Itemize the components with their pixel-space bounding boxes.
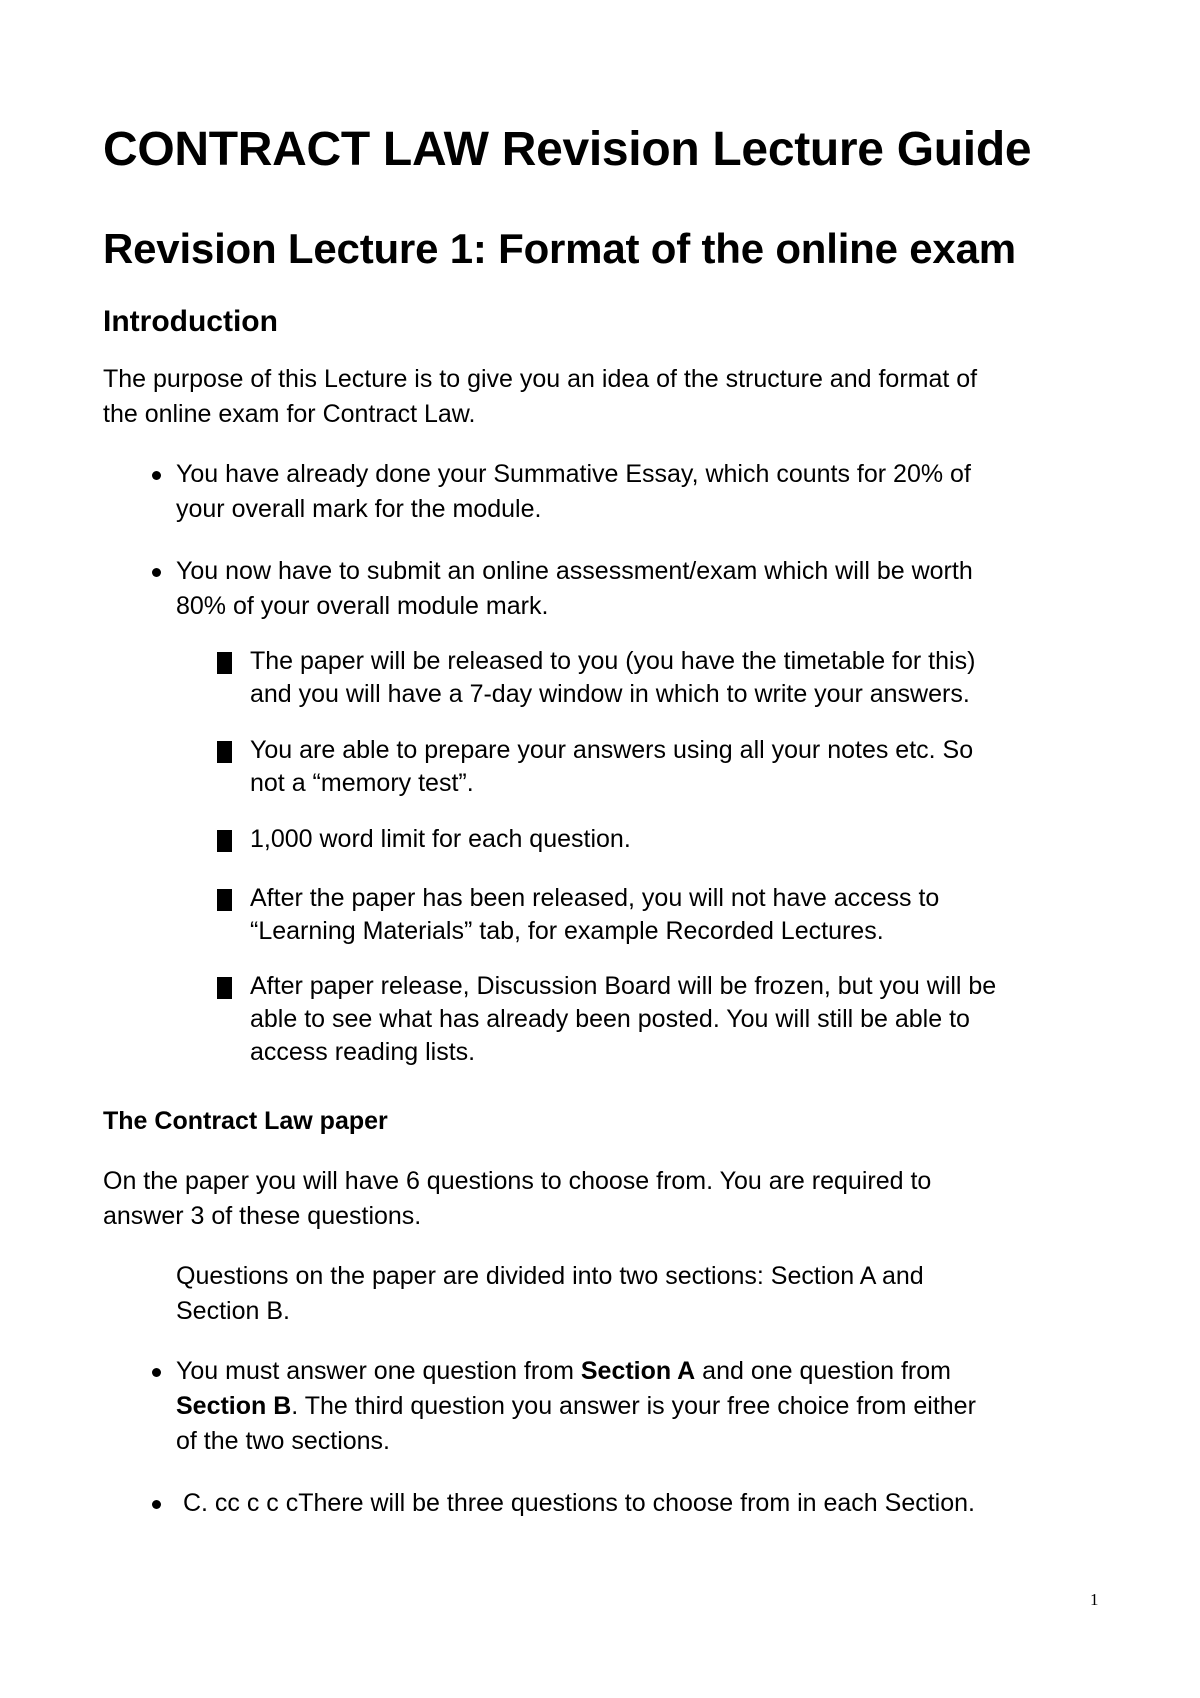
bullet-text-line: of the two sections. xyxy=(176,1427,391,1455)
subbullet-text-line: After paper release, Discussion Board will be frozen, but you will be xyxy=(250,972,997,1000)
subbullet-text-line: The paper will be released to you (you have the timetable for this) xyxy=(250,647,976,675)
bullet-text: . The third question you answer is your free choice from either xyxy=(291,1392,976,1420)
intro-paragraph-line: The purpose of this Lecture is to give you an idea of the structure and format of xyxy=(103,365,978,393)
bullet-text-line xyxy=(176,1389,976,1424)
square-bullet xyxy=(217,652,232,674)
subbullet-text-line: access reading lists. xyxy=(250,1038,476,1066)
bullet-text-line: 80% of your overall module mark. xyxy=(176,592,549,620)
paper-paragraph-line: On the paper you will have 6 questions to choose from. You are required to xyxy=(103,1167,932,1195)
bullet-text-line xyxy=(176,1354,951,1389)
square-bullet xyxy=(217,830,232,852)
subbullet-text-line: You are able to prepare your answers using all your notes etc. So xyxy=(250,736,974,764)
subbullet-text-line: able to see what has already been posted. You will still be able to xyxy=(250,1005,970,1033)
subbullet-text-line: and you will have a 7-day window in which to write your answers. xyxy=(250,680,970,708)
bullet-text: and one question from xyxy=(695,1357,951,1385)
subbullet-text-line: “Learning Materials” tab, for example Recorded Lectures. xyxy=(250,917,884,945)
intro-paragraph-line: the online exam for Contract Law. xyxy=(103,400,476,428)
subbullet-text-line: not a “memory test”. xyxy=(250,769,474,797)
section-heading-introduction: Introduction xyxy=(103,305,278,338)
section-heading-paper: The Contract Law paper xyxy=(103,1107,388,1135)
bullet-dot xyxy=(152,1368,161,1377)
paper-paragraph-line: answer 3 of these questions. xyxy=(103,1202,422,1230)
bullet-dot xyxy=(152,471,161,480)
bullet-text: You must answer one question from xyxy=(176,1357,581,1385)
bold-section-b: Section B xyxy=(176,1392,292,1420)
bold-section-a: Section A xyxy=(580,1357,696,1385)
page-number: 1 xyxy=(1090,1590,1099,1609)
bullet-dot xyxy=(152,1500,161,1509)
bullet-text-line: C. cc c c cThere will be three questions to choose from in each Section. xyxy=(176,1489,975,1517)
square-bullet xyxy=(217,889,232,911)
subbullet-text-line: 1,000 word limit for each question. xyxy=(250,825,631,853)
bullet-text-line: You have already done your Summative Essay, which counts for 20% of xyxy=(176,460,971,488)
indented-paragraph-line: Section B. xyxy=(176,1297,290,1325)
square-bullet xyxy=(217,977,232,999)
indented-paragraph-line: Questions on the paper are divided into two sections: Section A and xyxy=(176,1262,924,1290)
bullet-text-line: You now have to submit an online assessment/exam which will be worth xyxy=(176,557,973,585)
bullet-dot xyxy=(152,568,161,577)
square-bullet xyxy=(217,741,232,763)
lecture-heading: Revision Lecture 1: Format of the online exam xyxy=(103,225,1016,272)
subbullet-text-line: After the paper has been released, you will not have access to xyxy=(250,884,940,912)
document-title: CONTRACT LAW Revision Lecture Guide xyxy=(103,123,1032,176)
bullet-text-line: your overall mark for the module. xyxy=(176,495,542,523)
